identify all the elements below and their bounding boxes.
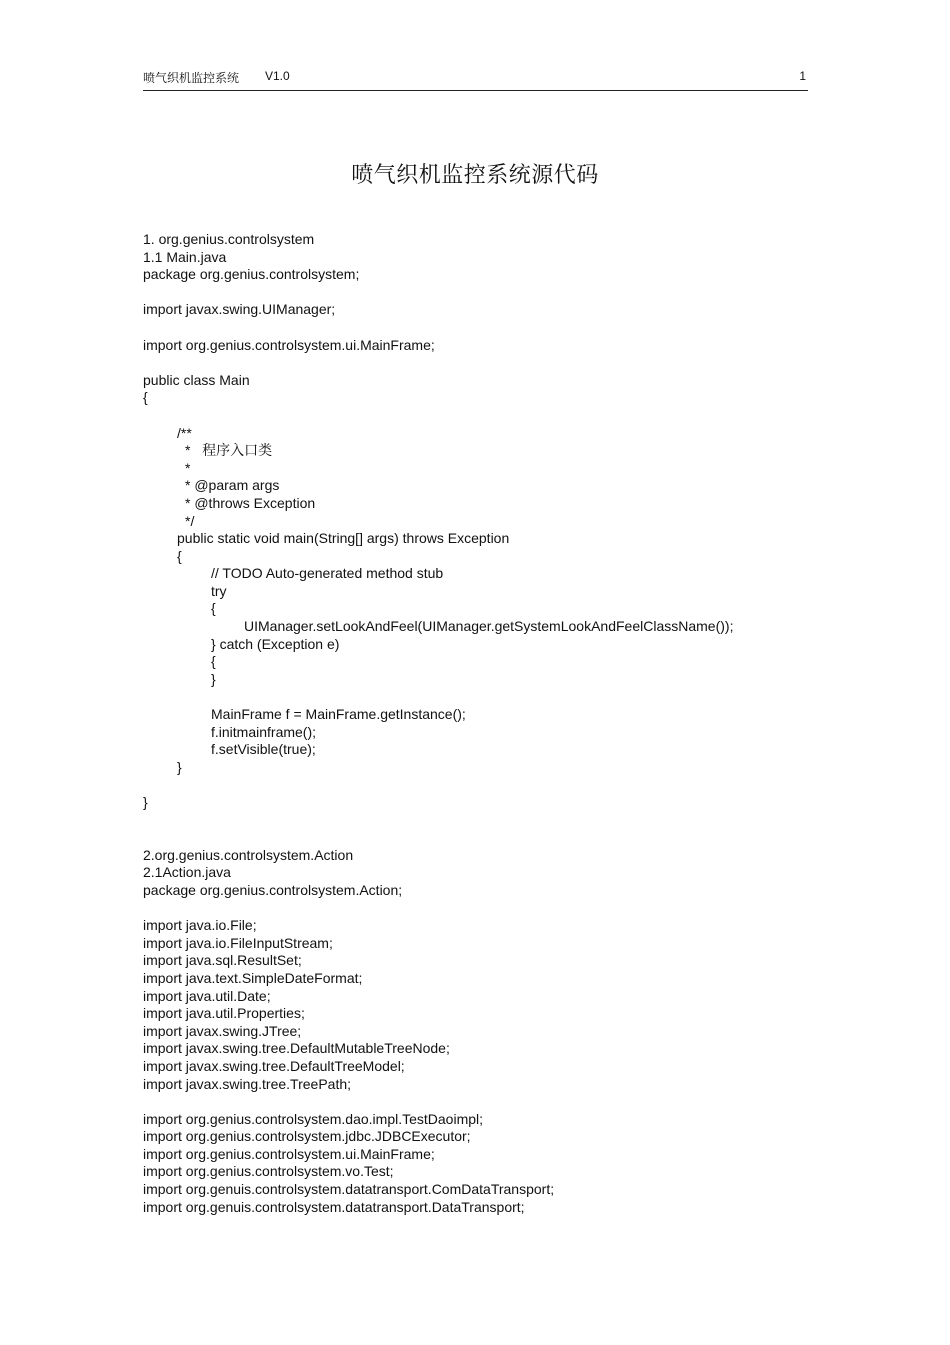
blank-line — [143, 407, 823, 425]
page-header — [143, 68, 808, 91]
comment-line: // TODO Auto-generated method stub — [211, 565, 444, 582]
import-line: import java.text.SimpleDateFormat; — [143, 969, 363, 986]
blank-line — [143, 688, 823, 706]
code-line: f.setVisible(true); — [211, 741, 316, 758]
code-line: } — [177, 758, 182, 775]
blank-line — [143, 1093, 823, 1111]
import-line: import org.genius.controlsystem.ui.MainFrame; — [143, 336, 435, 353]
comment-line: */ — [185, 512, 195, 529]
code-line: UIManager.setLookAndFeel(UIManager.getSystemLookAndFeelClassName()); — [244, 618, 734, 635]
code-line: MainFrame f = MainFrame.getInstance(); — [211, 706, 466, 723]
import-line: import org.genius.controlsystem.ui.MainFrame; — [143, 1145, 435, 1162]
header-title: 喷气织机监控系统 — [143, 71, 240, 85]
blank-line — [143, 900, 823, 918]
package-line: package org.genius.controlsystem; — [143, 266, 360, 283]
code-line: f.initmainframe(); — [211, 723, 317, 740]
code-line: } — [143, 794, 148, 810]
code-line: } catch (Exception e) — [211, 635, 340, 652]
comment-line: * — [185, 459, 191, 476]
class-declaration: public class Main — [143, 371, 250, 388]
import-line: import java.io.File; — [143, 917, 257, 934]
comment-line: * 程序入口类 — [185, 442, 273, 459]
header-page-number: 1 — [799, 69, 806, 83]
import-line: import java.sql.ResultSet; — [143, 952, 302, 969]
section-heading: 2.org.genius.controlsystem.Action — [143, 846, 354, 863]
import-line: import java.util.Properties; — [143, 1005, 305, 1022]
import-line: import javax.swing.tree.TreePath; — [143, 1075, 352, 1092]
import-line: import javax.swing.tree.DefaultMutableTreeNode; — [143, 1040, 450, 1057]
import-line: import javax.swing.JTree; — [143, 1022, 302, 1039]
file-heading: 2.1Action.java — [143, 864, 231, 881]
import-line: import org.genius.controlsystem.dao.impl.TestDaoimpl; — [143, 1110, 484, 1127]
package-line: package org.genius.controlsystem.Action; — [143, 881, 403, 898]
blank-line — [143, 284, 823, 302]
import-line: import java.util.Date; — [143, 987, 271, 1004]
method-declaration: public static void main(String[] args) throws Exception — [177, 530, 510, 547]
import-line: import org.genius.controlsystem.vo.Test; — [143, 1163, 394, 1180]
import-line: import javax.swing.UIManager; — [143, 301, 336, 318]
file-heading: 1.1 Main.java — [143, 248, 227, 265]
code-line: try — [211, 582, 227, 599]
blank-line — [143, 776, 823, 794]
import-line: import java.io.FileInputStream; — [143, 934, 333, 951]
comment-line: * @param args — [185, 477, 280, 494]
blank-line — [143, 319, 823, 337]
header-version: V1.0 — [265, 69, 290, 83]
code-line: { — [143, 389, 148, 406]
section-heading: 1. org.genius.controlsystem — [143, 231, 315, 247]
comment-line: /** — [177, 424, 192, 441]
import-line: import javax.swing.tree.DefaultTreeModel; — [143, 1057, 405, 1074]
code-line: { — [211, 653, 216, 670]
import-line: import org.genuis.controlsystem.datatransport.ComDataTransport; — [143, 1181, 555, 1198]
source-code-body — [143, 231, 823, 1216]
import-line: import org.genuis.controlsystem.datatransport.DataTransport; — [143, 1198, 525, 1215]
blank-line — [143, 812, 823, 830]
code-line: { — [211, 600, 216, 617]
blank-line — [143, 354, 823, 372]
code-line: { — [177, 547, 182, 564]
blank-line — [143, 829, 823, 847]
import-line: import org.genius.controlsystem.jdbc.JDBCExecutor; — [143, 1128, 471, 1145]
document-title: 喷气织机监控系统源代码 — [351, 163, 599, 188]
code-line: } — [211, 670, 216, 687]
comment-line: * @throws Exception — [185, 494, 316, 511]
